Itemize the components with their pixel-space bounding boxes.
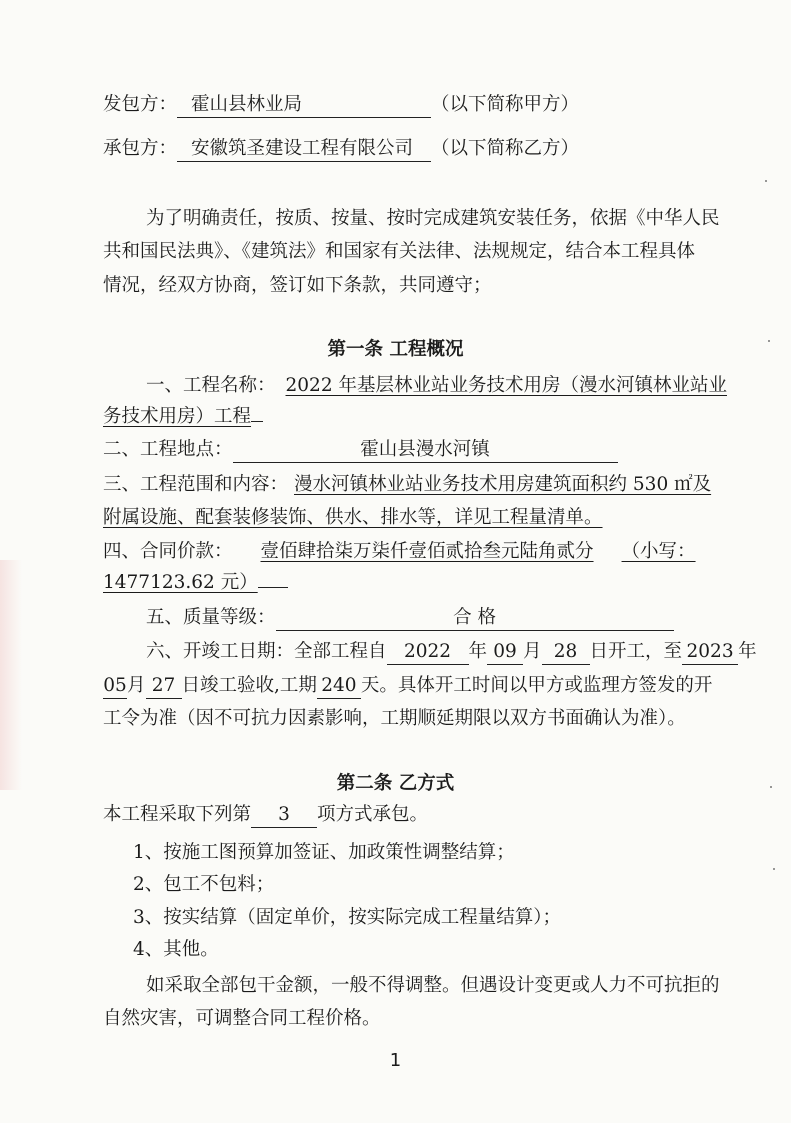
option-number: 3	[251, 803, 317, 828]
contractor-line	[103, 136, 579, 162]
quality-label: 五、质量等级：	[146, 607, 276, 628]
employer-note: （以下简称甲方）	[431, 94, 580, 115]
start-month: 09	[487, 640, 523, 665]
option-item: 4、其他。	[133, 939, 219, 960]
schedule-label: 六、开竣工日期：全部工程自	[146, 641, 387, 662]
contractor-label: 承包方：	[103, 138, 178, 159]
start-suffix: 日开工，至	[589, 641, 683, 662]
duration-suffix: 天。具体开工时间以甲方或监理方签发的开	[360, 675, 713, 696]
project-name-label: 一、工程名称：	[146, 375, 276, 396]
year-char: 年	[738, 641, 757, 662]
schedule-line-2	[103, 673, 712, 699]
quality-line	[146, 605, 674, 631]
mode-suffix: 项方式承包。	[317, 804, 429, 825]
contract-mode-line	[103, 802, 428, 828]
employer-label: 发包方：	[103, 94, 178, 115]
year-char: 年	[468, 641, 488, 662]
page-number: 1	[389, 1050, 402, 1071]
contractor-note: （以下简称乙方）	[431, 138, 580, 159]
location-line	[103, 437, 618, 463]
end-suffix: 日竣工验收,工期	[181, 675, 317, 696]
adjustment-note-1: 如采取全部包干金额，一般不得调整。但遇设计变更或人力不可抗拒的	[146, 975, 720, 996]
month-char: 月	[523, 641, 542, 662]
intro-line-2: 共和国民法典》、《建筑法》和国家有关法律、法规规定，结合本工程具体	[103, 241, 696, 262]
article-2-title: 第二条 乙方式	[336, 773, 455, 794]
start-day: 28	[542, 640, 590, 665]
end-year: 2023	[682, 640, 738, 665]
price-number: 1477123.62 元）	[103, 572, 258, 593]
location-label: 二、工程地点：	[103, 439, 233, 460]
end-month: 05	[103, 674, 127, 699]
price-small-label: （小写：	[621, 541, 696, 562]
project-name-value: 2022 年基层林业站业务技术用房（漫水河镇林业站业	[285, 375, 727, 396]
price-line	[103, 539, 696, 565]
end-day: 27	[146, 674, 182, 699]
employer-line	[103, 92, 579, 118]
schedule-line-1	[146, 639, 757, 665]
employer-name: 霍山县林业局	[177, 93, 431, 118]
month-char: 月	[127, 675, 146, 696]
article-1-title: 第一条 工程概况	[327, 339, 464, 360]
scan-speck	[773, 868, 775, 870]
scan-speck	[765, 180, 767, 182]
red-stamp-fragment	[0, 560, 22, 790]
option-item: 1、按施工图预算加签证、加政策性调整结算；	[133, 842, 515, 863]
start-year: 2022	[387, 640, 469, 665]
contractor-name: 安徽筑圣建设工程有限公司	[177, 137, 431, 162]
scope-value: 漫水河镇林业站业务技术用房建筑面积约 530 ㎡及	[294, 474, 712, 495]
schedule-line-3: 工令为准（因不可抗力因素影响，工期顺延期限以双方书面确认为准）。	[103, 708, 686, 729]
option-item: 3、按实结算（固定单价，按实际完成工程量结算）；	[133, 907, 562, 928]
price-line-2	[103, 570, 288, 596]
price-label: 四、合同价款：	[103, 541, 233, 562]
quality-value: 合 格	[276, 606, 674, 631]
project-name-line-2	[103, 404, 263, 430]
adjustment-note-2: 自然灾害，可调整合同工程价格。	[103, 1008, 381, 1029]
scope-value-2: 附属设施、配套装修装饰、供水、排水等，详见工程量清单。	[103, 507, 603, 528]
project-name-value-2: 务技术用房）工程	[103, 406, 252, 427]
scope-line-2	[103, 505, 603, 531]
mode-prefix: 本工程采取下列第	[103, 804, 252, 825]
price-words: 壹佰肆拾柒万柒仟壹佰贰拾叁元陆角贰分	[260, 541, 594, 562]
option-item: 2、包工不包料；	[133, 874, 275, 895]
location-value: 霍山县漫水河镇	[233, 438, 618, 463]
scope-label: 三、工程范围和内容：	[103, 474, 289, 495]
intro-line-1: 为了明确责任，按质、按量、按时完成建筑安装任务，依据《中华人民	[146, 208, 720, 229]
intro-line-3: 情况，经双方协商，签订如下条款，共同遵守；	[103, 275, 492, 296]
duration: 240	[317, 674, 361, 699]
project-name-line	[146, 373, 727, 399]
scope-line	[103, 472, 711, 498]
